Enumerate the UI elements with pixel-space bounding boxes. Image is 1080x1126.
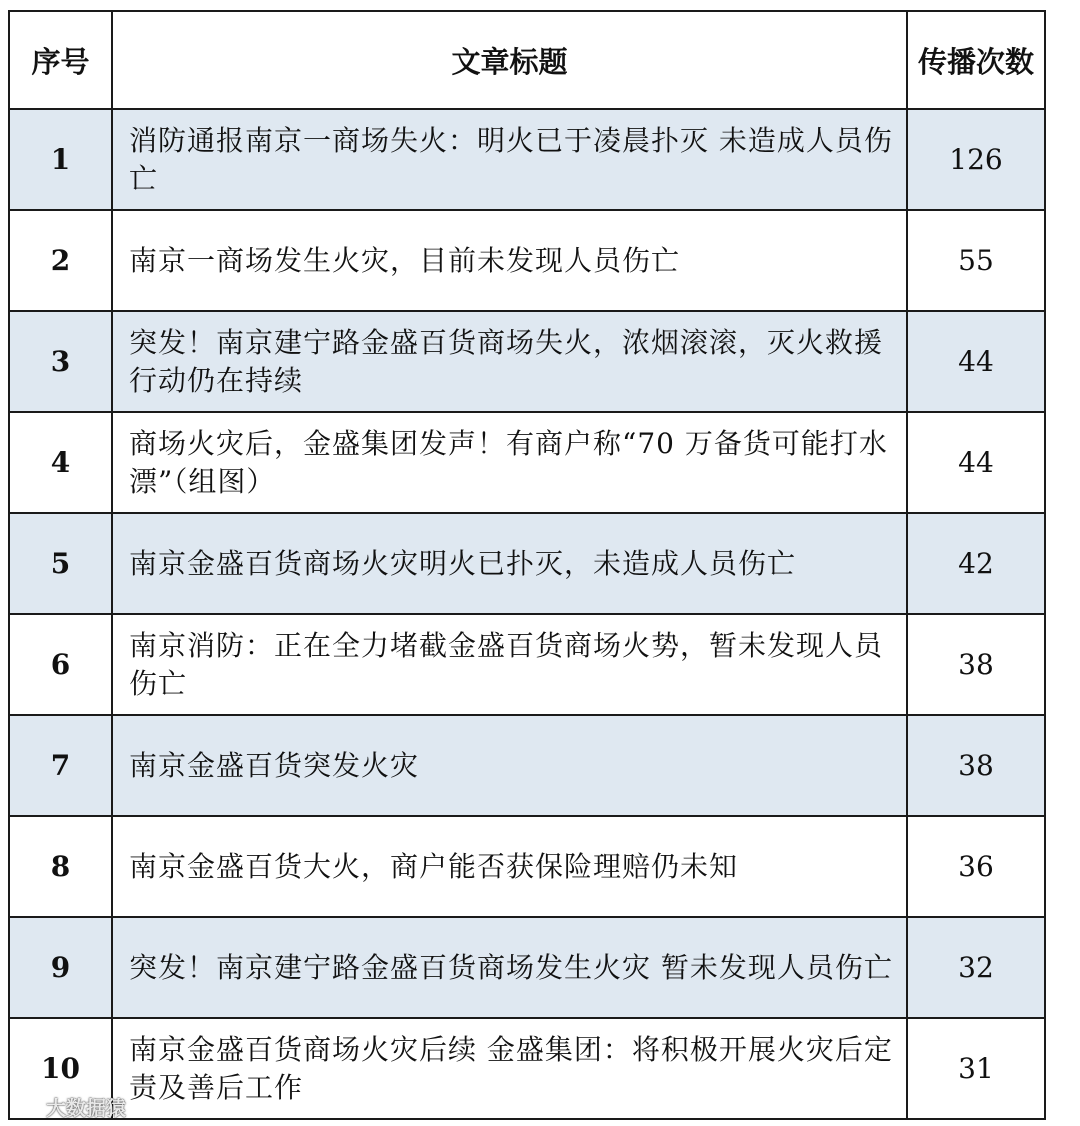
- row-index: 2: [9, 210, 112, 311]
- table-row: [9, 917, 1045, 1018]
- row-title: 消防通报南京一商场失火：明火已于凌晨扑灭 未造成人员伤亡: [112, 109, 907, 210]
- header-title: 文章标题: [112, 11, 907, 109]
- row-index: 5: [9, 513, 112, 614]
- table-row: [9, 1018, 1045, 1119]
- table-row: [9, 109, 1045, 210]
- row-index: 6: [9, 614, 112, 715]
- row-index: 3: [9, 311, 112, 412]
- row-count: 31: [907, 1018, 1045, 1119]
- table-row: [9, 816, 1045, 917]
- row-title: 南京金盛百货商场火灾明火已扑灭，未造成人员伤亡: [112, 513, 907, 614]
- table-row: [9, 412, 1045, 513]
- table-row: [9, 614, 1045, 715]
- row-title: 南京金盛百货突发火灾: [112, 715, 907, 816]
- row-title: 商场火灾后，金盛集团发声！有商户称“70 万备货可能打水漂”（组图）: [112, 412, 907, 513]
- article-spread-table: [8, 10, 1046, 1120]
- row-index: 7: [9, 715, 112, 816]
- row-index: 8: [9, 816, 112, 917]
- row-title: 南京消防：正在全力堵截金盛百货商场火势，暂未发现人员伤亡: [112, 614, 907, 715]
- header-row: [9, 11, 1045, 109]
- weibo-logo-icon: [10, 1094, 40, 1118]
- header-index: 序号: [9, 11, 112, 109]
- table-row: [9, 210, 1045, 311]
- row-title: 突发！南京建宁路金盛百货商场发生火灾 暂未发现人员伤亡: [112, 917, 907, 1018]
- row-count: 55: [907, 210, 1045, 311]
- table-row: [9, 715, 1045, 816]
- row-title: 南京金盛百货商场火灾后续 金盛集团：将积极开展火灾后定责及善后工作: [112, 1018, 907, 1119]
- table-row: [9, 513, 1045, 614]
- row-title: 南京金盛百货大火，商户能否获保险理赔仍未知: [112, 816, 907, 917]
- row-count: 126: [907, 109, 1045, 210]
- row-count: 36: [907, 816, 1045, 917]
- table-row: [9, 311, 1045, 412]
- table-header: [9, 11, 1045, 109]
- watermark-text: 大数据猿: [46, 1095, 126, 1120]
- row-index: 10: [9, 1018, 112, 1119]
- table-body: [9, 109, 1045, 1119]
- article-table-container: [8, 10, 1044, 1120]
- row-index: 9: [9, 917, 112, 1018]
- row-count: 38: [907, 715, 1045, 816]
- row-index: 1: [9, 109, 112, 210]
- row-count: 44: [907, 412, 1045, 513]
- row-title: 突发！南京建宁路金盛百货商场失火，浓烟滚滚，灭火救援行动仍在持续: [112, 311, 907, 412]
- row-title: 南京一商场发生火灾，目前未发现人员伤亡: [112, 210, 907, 311]
- row-count: 42: [907, 513, 1045, 614]
- row-count: 44: [907, 311, 1045, 412]
- row-count: 32: [907, 917, 1045, 1018]
- row-index: 4: [9, 412, 112, 513]
- watermark: [10, 1092, 126, 1120]
- header-count: 传播次数: [907, 11, 1045, 109]
- row-count: 38: [907, 614, 1045, 715]
